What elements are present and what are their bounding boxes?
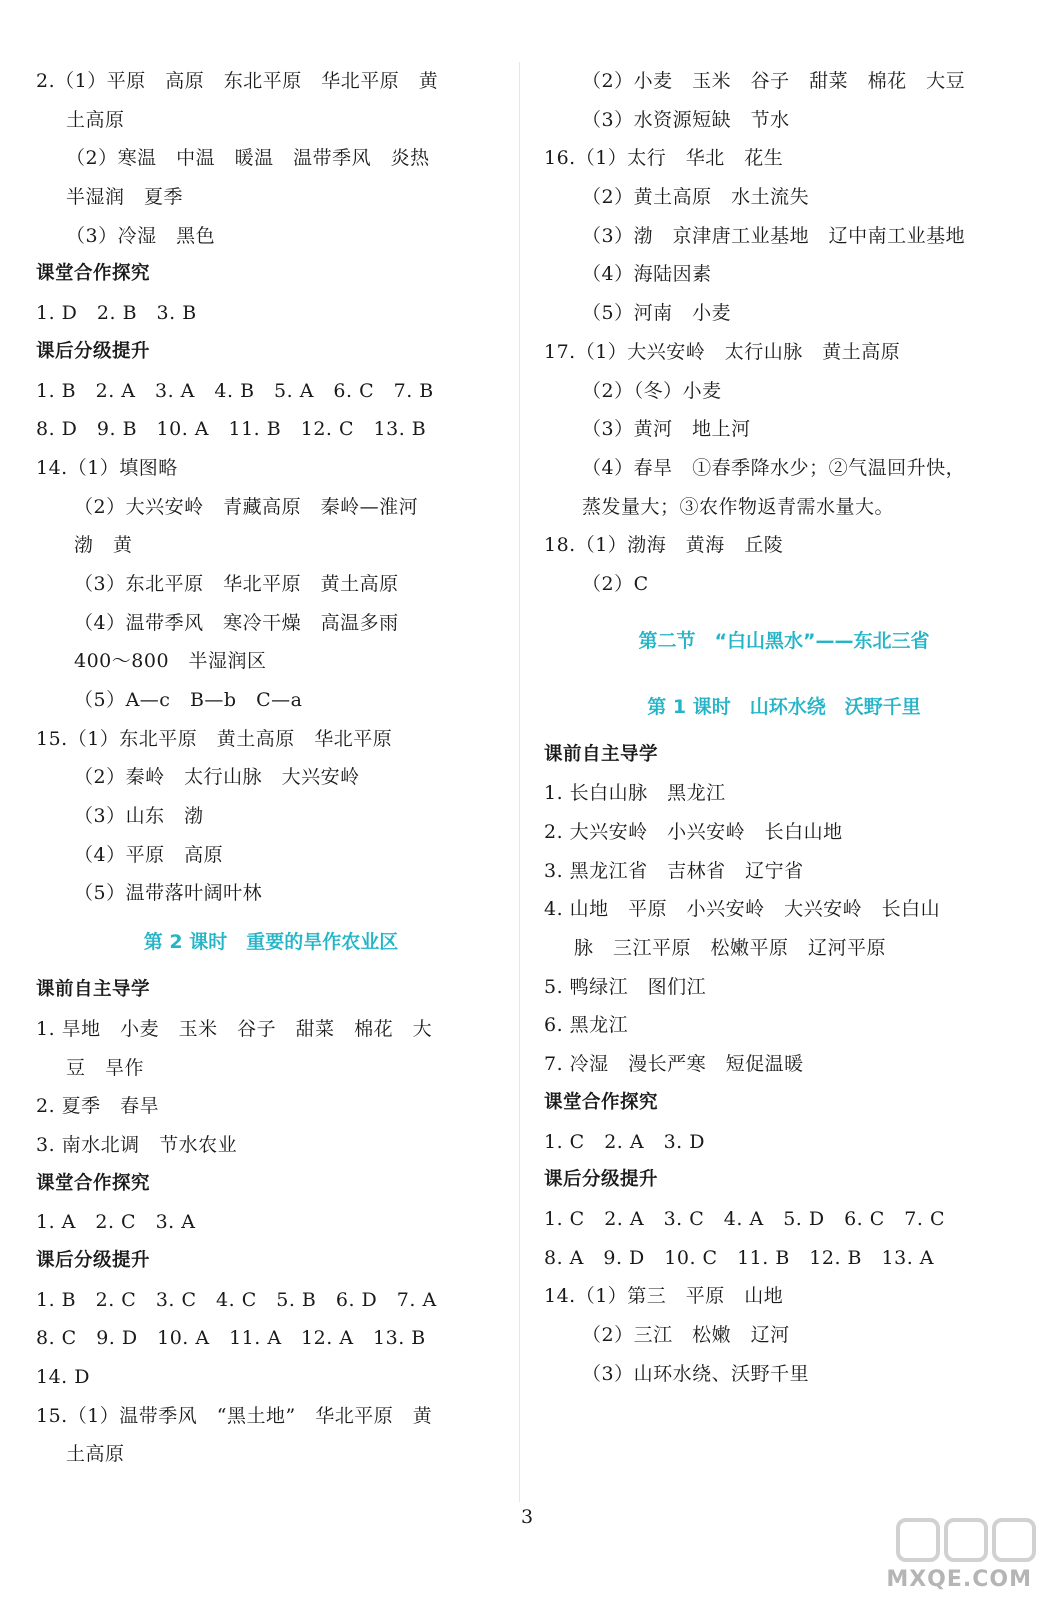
answer-line: （5）河南 小麦 <box>582 302 732 325</box>
answer-line: 14.（1）第三 平原 山地 <box>544 1285 784 1308</box>
answer-line: （4）海陆因素 <box>582 263 712 286</box>
answer-line: （2）小麦 玉米 谷子 甜菜 棉花 大豆 <box>582 70 966 92</box>
answer-line: （2）寒温 中温 暖温 温带季风 炎热 <box>66 147 430 170</box>
answer-line: （5）A—c B—b C—a <box>74 689 303 711</box>
answer-line: （3）黄河 地上河 <box>582 418 751 441</box>
answer-line: （4）春旱 ①春季降水少；②气温回升快， <box>582 456 966 479</box>
answer-line: 1. A 2. C 3. A <box>36 1211 196 1234</box>
answer-line: 14. D <box>36 1366 90 1388</box>
answer-line: （3）渤 京津唐工业基地 辽中南工业基地 <box>582 224 966 247</box>
answer-line: （2）黄土高原 水土流失 <box>582 186 810 209</box>
answer-line: 渤 黄 <box>74 534 133 557</box>
answer-line: （2）大兴安岭 青藏高原 秦岭—淮河 <box>74 495 419 518</box>
left-column <box>36 62 506 1474</box>
subsection-heading: 课堂合作探究 <box>36 263 151 285</box>
subsection-heading: 课后分级提升 <box>544 1169 659 1191</box>
answer-line: 16.（1）太行 华北 花生 <box>544 147 784 170</box>
answer-line: 2. 夏季 春旱 <box>36 1095 160 1118</box>
answer-line: 18.（1）渤海 黄海 丘陵 <box>544 534 784 557</box>
answer-line: （2）秦岭 太行山脉 大兴安岭 <box>74 766 360 789</box>
answer-line: （3）山环水绕、沃野千里 <box>582 1362 810 1385</box>
answer-line: 6. 黑龙江 <box>544 1014 629 1037</box>
answer-line: （2）C <box>582 572 649 595</box>
answer-line: 400～800 半湿润区 <box>74 650 267 673</box>
subsection-heading: 课后分级提升 <box>36 340 151 362</box>
answer-line: （4）平原 高原 <box>74 843 224 866</box>
answer-line: 7. 冷湿 漫长严寒 短促温暖 <box>544 1053 804 1076</box>
answer-line: 1. C 2. A 3. C 4. A 5. D 6. C 7. C <box>544 1207 945 1230</box>
answer-line: 土高原 <box>66 1443 125 1466</box>
answer-line: 1. C 2. A 3. D <box>544 1130 705 1153</box>
answer-line: 17.（1）大兴安岭 太行山脉 黄土高原 <box>544 340 901 363</box>
answer-line: 4. 山地 平原 小兴安岭 大兴安岭 长白山 <box>544 898 941 921</box>
answer-line: 8. D 9. B 10. A 11. B 12. C 13. B <box>36 418 427 441</box>
answer-line: 14.（1）填图略 <box>36 456 178 479</box>
answer-line: 15.（1）温带季风 “黑土地” 华北平原 黄 <box>36 1404 433 1427</box>
answer-line: 1. B 2. C 3. C 4. C 5. B 6. D 7. A <box>36 1288 437 1311</box>
answer-line: （2）（冬）小麦 <box>582 379 722 402</box>
subsection-heading: 课前自主导学 <box>36 979 151 1001</box>
answer-line: 半湿润 夏季 <box>66 186 184 209</box>
answer-line: 3. 黑龙江省 吉林省 辽宁省 <box>544 859 804 882</box>
answer-line: （2）三江 松嫩 辽河 <box>582 1323 790 1346</box>
answer-line: 1. B 2. A 3. A 4. B 5. A 6. C 7. B <box>36 379 434 402</box>
column-divider <box>519 62 520 1502</box>
answer-line: 15.（1）东北平原 黄土高原 华北平原 <box>36 727 393 750</box>
right-column <box>544 62 1024 1393</box>
answer-line: 5. 鸭绿江 图们江 <box>544 975 707 998</box>
answer-line: 2. 大兴安岭 小兴安岭 长白山地 <box>544 821 843 843</box>
answer-line: （3）东北平原 华北平原 黄土高原 <box>74 572 399 595</box>
page-number: 3 <box>520 1506 534 1528</box>
subsection-heading: 课前自主导学 <box>544 743 659 765</box>
subsection-heading: 课堂合作探究 <box>544 1091 659 1113</box>
answer-line: 豆 旱作 <box>66 1056 145 1079</box>
answer-line: 8. A 9. D 10. C 11. B 12. B 13. A <box>544 1246 934 1269</box>
answer-line: （5）温带落叶阔叶林 <box>74 882 263 905</box>
answer-line: 1. 长白山脉 黑龙江 <box>544 782 726 805</box>
subsection-heading: 课后分级提升 <box>36 1249 151 1271</box>
answer-line: 2.（1）平原 高原 东北平原 华北平原 黄 <box>36 70 439 92</box>
section-title: 第 2 课时 重要的旱作农业区 <box>143 931 399 954</box>
section-title: 第 1 课时 山环水绕 沃野千里 <box>647 695 921 718</box>
answer-line: 土高原 <box>66 108 125 131</box>
answer-line: 8. C 9. D 10. A 11. A 12. A 13. B <box>36 1327 426 1350</box>
answer-line: 脉 三江平原 松嫩平原 辽河平原 <box>574 937 887 960</box>
subsection-heading: 课堂合作探究 <box>36 1172 151 1194</box>
answer-line: 蒸发量大；③农作物返青需水量大。 <box>582 495 895 518</box>
answer-line: 1. D 2. B 3. B <box>36 302 197 325</box>
answer-line: （3）山东 渤 <box>74 805 204 828</box>
answer-line: 1. 旱地 小麦 玉米 谷子 甜菜 棉花 大 <box>36 1017 433 1040</box>
answer-line: （3）冷湿 黑色 <box>66 224 216 247</box>
answer-line: 3. 南水北调 节水农业 <box>36 1133 238 1156</box>
watermark-text: MXQE.COM <box>886 1567 1032 1592</box>
section-title: 第二节 “白山黑水”——东北三省 <box>638 629 930 652</box>
answer-line: （4）温带季风 寒冷干燥 高温多雨 <box>74 611 399 634</box>
answer-line: （3）水资源短缺 节水 <box>582 108 790 131</box>
